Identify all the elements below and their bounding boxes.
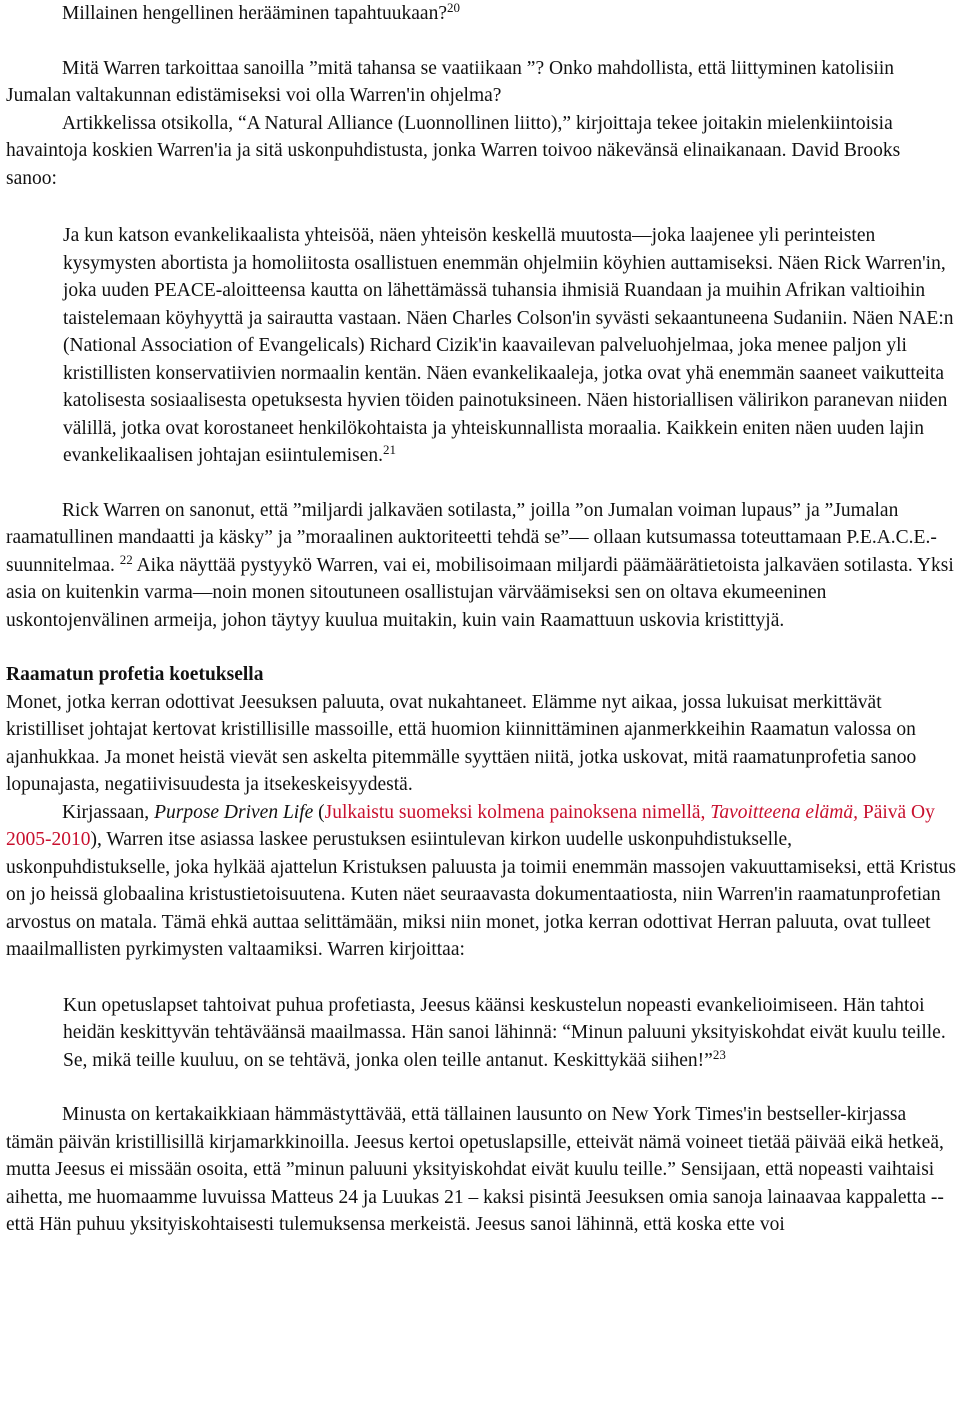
paragraph-text: ( bbox=[313, 801, 325, 823]
footnote-ref-20: 20 bbox=[446, 0, 460, 15]
paragraph-natural-alliance bbox=[6, 110, 956, 193]
paragraph-text: Minusta on kertakaikkiaan hämmästyttävää, että tällainen lausunto on New York Times'in bestseller-kirjassa tämän päivän kristillisillä kirjamarkkinoilla. Jeesus kertoi opetuslapsille, etteivät nämä voineet tietää päivää eikä hetkeä, mutta Jeesus ei missään osoita, että ”minun paluuni yksityiskohdat eivät kuulu teille.” Sensijaan, että nopeasti vaihtaisi aihetta, me huomaamme luvuissa Matteus 24 ja Luukas 21 – kaksi pisintä Jeesuksen omia sanoja lainaavaa kappaletta -- että Hän puhuu yksityiskohtaisesti tulemuksensa merkeistä. Jeesus sanoi lähinnä, että koska ette voi bbox=[6, 1104, 944, 1235]
book-title: Purpose Driven Life bbox=[154, 801, 314, 823]
paragraph-text: ), Warren itse asiassa laskee perustuksen esiintulevan kirkon uudelle uskonpuhdistukselle, uskonpuhdistukselle, joka hylkää ajattelun Kristuksen paluusta ja toimii enemmän massojen vakuuttamiseksi, että Kristus on jo heissä globaalina kristustietoisuutena. Kuten näet seuraavasta dokumentaatiosta, niin Warren'in raamatunprofetian arvostus on matala. Tämä ehkä auttaa selittämään, miksi niin monet, jotka kerran odottivat Herran paluuta, ovat tulleet maailmallisten pyrkimysten valtaamiksi. Warren kirjoittaa: bbox=[6, 829, 956, 960]
publisher-note: Päivä Oy 2005-2010 bbox=[6, 801, 935, 850]
paragraph-text: Monet, jotka kerran odottivat Jeesuksen paluuta, ovat nukahtaneet. Elämme nyt aikaa, jossa lukuisat merkittävät kristilliset johtajat kertovat kristillisille massoille, että huomion kiinnittäminen ajanmerkkeihin Raamatun valossa on ajanhukkaa. Ja monet heistä vievät sen askelta pitemmälle syyttäen niitä, jotka uskovat, mitä raamatunprofetia sanoo lopunajasta, negatiivisuudesta ja itsekeskeisyydestä. bbox=[6, 691, 917, 795]
paragraph-warren-meaning bbox=[6, 55, 956, 110]
finnish-edition-note: Julkaistu suomeksi kolmena painoksena nimellä, bbox=[324, 801, 711, 823]
section-heading: Raamatun profetia koetuksella bbox=[6, 664, 264, 685]
footnote-ref-21: 21 bbox=[383, 442, 397, 457]
blockquote-david-brooks bbox=[63, 222, 956, 470]
paragraph-purpose-driven-life bbox=[6, 799, 956, 964]
quote-text: Kun opetuslapset tahtoivat puhua profetiasta, Jeesus käänsi keskustelun nopeasti evankelioimiseen. Hän tahtoi heidän keskittyvän tehtäväänsä maailmassa. Hän sanoi lähinnä: “Minun paluuni yksityiskohdat eivät kuulu teille. Se, mikä teille kuuluu, on se tehtävä, jonka olen teille antanut. Keskittykää siihen!” bbox=[63, 994, 946, 1071]
footnote-ref-23: 23 bbox=[712, 1046, 726, 1062]
finnish-book-title: Tavoitteena elämä, bbox=[710, 801, 858, 823]
paragraph-text: Millainen hengellinen herääminen tapahtuukaan? bbox=[62, 3, 447, 24]
paragraph-text: Kirjassaan, bbox=[62, 801, 155, 823]
paragraph-text: Rick Warren on sanonut, että ”miljardi jalkaväen sotilasta,” joilla ”on Jumalan voiman lupaus” ja ”Jumalan raamatullinen mandaatti ja käsky” ja ”moraalinen auktoriteetti tehdä se”— ollaan kutsumassa toteuttamaan P.E.A.C.E.-suunnitelmaa. bbox=[6, 499, 937, 576]
paragraph-many-fell-asleep bbox=[6, 689, 956, 799]
paragraph-text-continued: Aika näyttää pystyykö Warren, vai ei, mobilisoimaan miljardi päämäärätietoista jalkaväen sotilasta. Yksi asia on kuitenkin varma—noin monen sitoutuneen osallistujan värväämiseksi sen on oltava ekumeeninen uskontojenvälinen armeija, johon täytyy kuulua muitakin, kuin vain Raamattuun uskovia kristittyjä. bbox=[6, 554, 954, 631]
paragraph-astonishing bbox=[6, 1101, 956, 1239]
blockquote-warren bbox=[63, 992, 956, 1075]
paragraph-billion-soldiers bbox=[6, 497, 956, 635]
document-page bbox=[6, 0, 956, 1239]
quote-text: Ja kun katson evankelikaalista yhteisöä, näen yhteisön keskellä muutosta—joka laajenee yli perinteisten kysymysten abortista ja homoliitosta osallistuen enemmän ohjelmiin köyhien auttamiseksi. Näen Rick Warren'in, joka uuden PEACE-aloitteensa kautta on lähettämässä tuhansia ihmisiä Ruandaan ja muihin Afrikan valtioihin taistelemaan köyhyyttä ja sairautta vastaan. Näen Charles Colson'in syvästi sekaantuneena Sudaniin. Näen NAE:n (National Association of Evangelicals) Richard Cizik'in kaavailevan palveluohjelmaa, joka menee paljon yli kristillisten konservatiivien normaalin kentän. Näen evankelikaaleja, jotka ovat yhä enemmän saaneet vaikutteita katolisesta sosiaalisesta opetuksesta hyvien töiden painotuksineen. Näen historiallisen välirikon paranevan niiden välillä, jotka ovat korostaneet henkilökohtaista ja yhteiskunnallista moraalia. Kaikkein eniten näen uuden lajin evankelikaalisen johtajan esiintulemisen. bbox=[63, 225, 954, 466]
paragraph-text: Artikkelissa otsikolla, “A Natural Alliance (Luonnollinen liitto),” kirjoittaja tekee joitakin mielenkiintoisia havaintoja koskien Warren'ia ja sitä uskonpuhdistusta, jonka Warren toivoo näkevänsä elinaikanaan. David Brooks sanoo: bbox=[6, 112, 901, 189]
footnote-ref-22: 22 bbox=[119, 551, 133, 567]
paragraph-question bbox=[6, 0, 956, 28]
paragraph-text: Mitä Warren tarkoittaa sanoilla ”mitä tahansa se vaatiikaan ”? Onko mahdollista, että liittyminen katolisiin Jumalan valtakunnan edistämiseksi voi olla Warren'in ohjelma? bbox=[6, 57, 894, 106]
